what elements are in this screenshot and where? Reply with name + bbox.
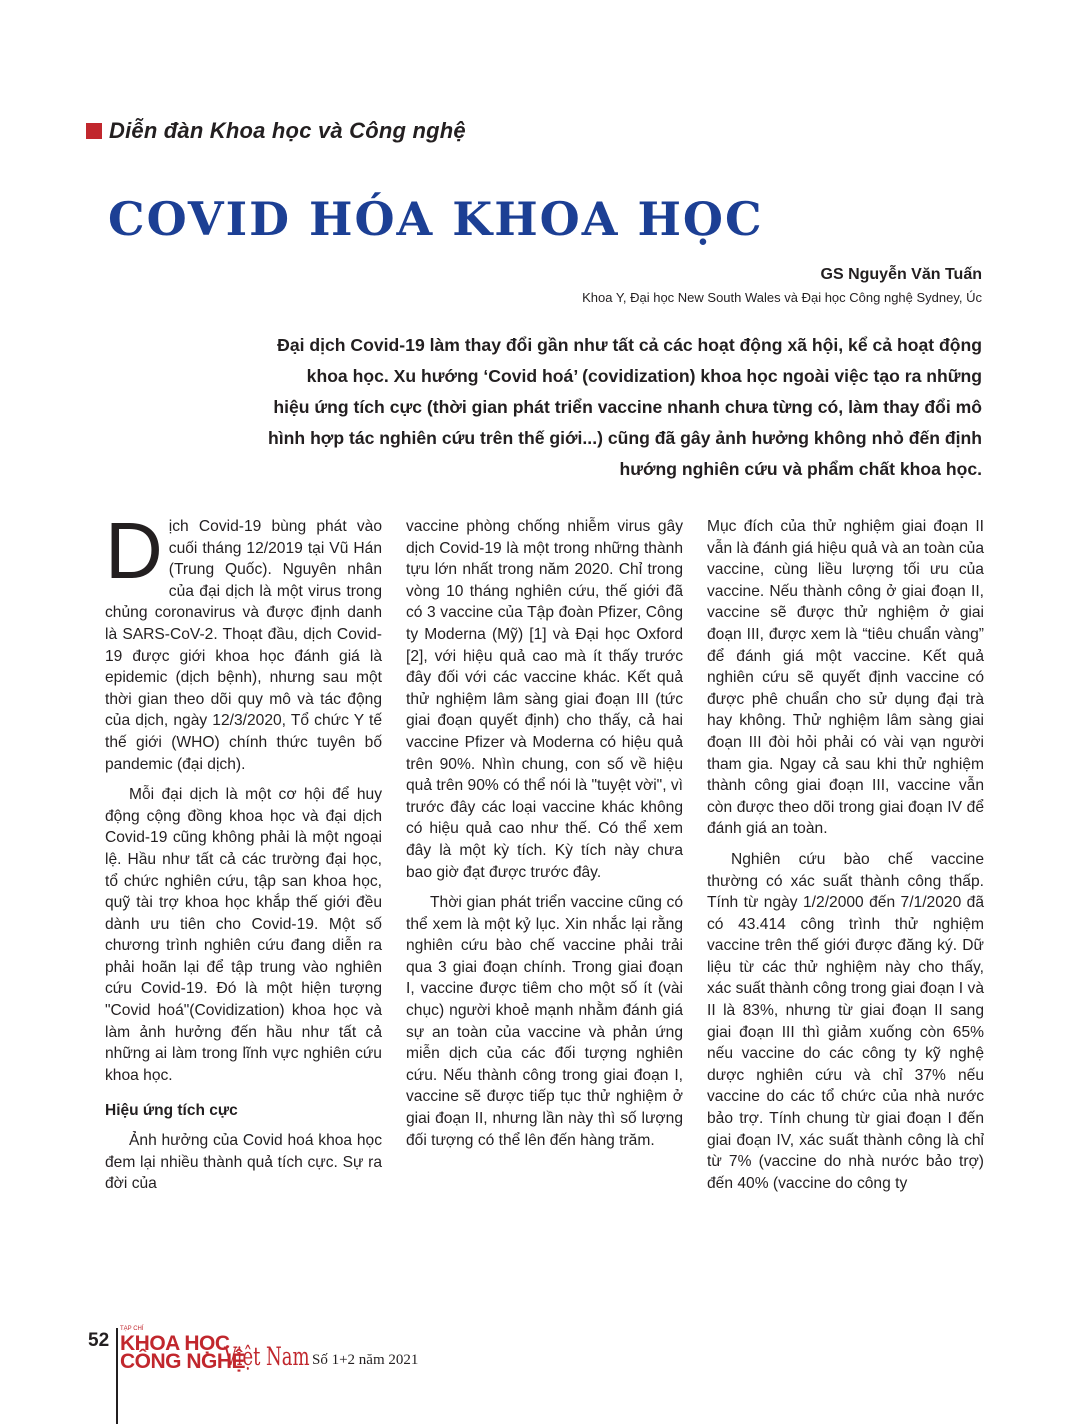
paragraph-5: Thời gian phát triển vaccine cũng có thể xem là một kỷ lục. Xin nhắc lại rằng nghiên cứu bào chế vaccine phải trải qua 3 giai đoạn chính. Trong giai đoạn I, vaccine được tiêm cho một số ít (vài chục) người khoẻ mạnh nhằm đánh giá sự an toàn của vaccine và phản ứng miễn dịch của các đối tượng nghiên cứu. Nếu thành công trong giai đoạn I, vaccine sẽ được tiếp tục thử nghiệm ở giai đoạn II, nhưng lần này thì số lượng đối tượng có thể lên đến hàng trăm. [406, 894, 683, 1149]
body-column-2 [406, 516, 683, 1160]
paragraph-7: Nghiên cứu bào chế vaccine thường có xác suất thành công thấp. Tính từ ngày 1/2/2000 đến 7/1/2020 đã có 43.414 công trình thử nghiệm vaccine trên thế giới được đăng ký. Dữ liệu từ các thử nghiệm này cho thấy, xác suất thành công trong giai đoạn I và II là 83%, nhưng từ giai đoạn II sang giai đoạn III thì giảm xuống còn 65% nếu vaccine do các công ty kỹ nghệ dược nghiên cứu và chỉ 37% nếu vaccine do các tổ chức của nhà nước bảo trợ. Tính chung từ giai đoạn I đến giai đoạn IV, xác suất thành công là chỉ từ 7% (vaccine do nhà nước bảo trợ) đến 40% (vaccine do công ty [707, 850, 984, 1192]
body-column-3 [707, 516, 984, 1203]
magazine-logo-line1: KHOA HỌC [120, 1332, 230, 1355]
subheading: Hiệu ứng tích cực [105, 1102, 238, 1120]
paragraph-4: vaccine phòng chống nhiễm virus gây dịch Covid-19 là một trong những thành tựu lớn nhất trong năm 2020. Chỉ trong vòng 10 tháng nghiên cứu, thế giới đã có 3 vaccine của Tập đoàn Pfizer, Công ty Moderna (Mỹ) [1] và Đại học Oxford [2], với hiệu quả cao mà ít thấy trước đây đối với các vaccine khác. Kết quả thử nghiệm lâm sàng giai đoạn III (tức giai đoạn quyết định) cho thấy, cả hai vaccine Pfizer và Moderna có hiệu quả trên 90%. Nhìn chung, con số về hiệu quả trên 90% có thể nói là "tuyệt vời", vì trước đây các loại vaccine khác không có hiệu quả cao như thế. Có thể xem đây là một kỳ tích. Kỳ tích này chưa bao giờ đạt được trước đây. [406, 518, 684, 881]
footer-divider [116, 1328, 118, 1424]
issue-label: Số 1+2 năm 2021 [312, 1352, 419, 1368]
body-column-1 [105, 506, 382, 1204]
section-label: Diễn đàn Khoa học và Công nghệ [109, 118, 466, 143]
magazine-logo-country: Việt Nam [224, 1342, 310, 1371]
paragraph-1-text: ịch Covid-19 bùng phát vào cuối tháng 12/2019 tại Vũ Hán (Trung Quốc). Nguyên nhân của đại dịch là một virus trong chủng coronavirus và được định danh là SARS-CoV-2. Thoạt đầu, dịch Covid-19 được giới khoa học đánh giá là epidemic (dịch bệnh), nhưng sau một thời gian theo dõi quy mô và tác động của dịch, ngày 12/3/2020, Tổ chức Y tế thế giới (WHO) chính thức tuyên bố pandemic (đại dịch). [105, 518, 382, 773]
article-lede: Đại dịch Covid-19 làm thay đổi gần như tất cả các hoạt động xã hội, kể cả hoạt động khoa học. Xu hướng ‘Covid hoá’ (covidization) khoa học ngoài việc tạo ra những hiệu ứng tích cực (thời gian phát triển vaccine nhanh chưa từng có, làm thay đổi mô hình hợp tác nghiên cứu trên thế giới...) cũng đã gây ảnh hưởng không nhỏ đến định hướng nghiên cứu và phẩm chất khoa học. [268, 335, 982, 479]
author-affiliation: Khoa Y, Đại học New South Wales và Đại học Công nghệ Sydney, Úc [582, 290, 982, 305]
author-name: GS Nguyễn Văn Tuấn [820, 266, 982, 283]
paragraph-3: Ảnh hưởng của Covid hoá khoa học đem lại nhiều thành quả tích cực. Sự ra đời của [105, 1132, 382, 1193]
paragraph-2: Mỗi đại dịch là một cơ hội để huy động cộng đồng khoa học và đại dịch Covid-19 cũng không phải là một ngoại lệ. Hầu như tất cả các trường đại học, tổ chức nghiên cứu, tập san khoa học, quỹ tài trợ khoa học khắp thế giới đều dành ưu tiên cho Covid-19. Một số chương trình nghiên cứu đang diễn ra phải hoãn lại để tập trung vào nghiên cứu Covid-19. Đó là một hiện tượng "Covid hoá"(Covidization) khoa học và làm ảnh hưởng đến hầu như tất cả những ai làm trong lĩnh vực nghiên cứu khoa học. [105, 786, 382, 1084]
paragraph-1 [105, 506, 382, 775]
drop-cap: D [105, 506, 163, 595]
page-number: 52 [88, 1330, 110, 1351]
article-title: COVID HÓA KHOA HỌC [108, 192, 764, 246]
section-square-icon [86, 123, 102, 139]
paragraph-6: Mục đích của thử nghiệm giai đoạn II vẫn là đánh giá hiệu quả và an toàn của vaccine, cùng liều lượng tối ưu của vaccine. Nếu thành công ở giai đoạn II, vaccine sẽ được thử nghiệm ở giai đoạn III, được xem là “tiêu chuẩn vàng” để đánh giá một vaccine. Kết quả nghiên cứu sẽ quyết định vaccine có được phê chuẩn cho sử dụng đại trà hay không. Thử nghiệm lâm sàng giai đoạn III đòi hỏi phải có vài vạn người tham gia. Ngay cả sau khi thử nghiệm thành công giai đoạn III, vaccine vẫn còn được theo dõi trong giai đoạn IV để đánh giá an toàn. [707, 518, 984, 838]
magazine-logo-line2: CÔNG NGHỆ [120, 1350, 246, 1373]
section-header [86, 116, 466, 146]
magazine-logo-small: TẠP CHÍ [120, 1326, 144, 1332]
